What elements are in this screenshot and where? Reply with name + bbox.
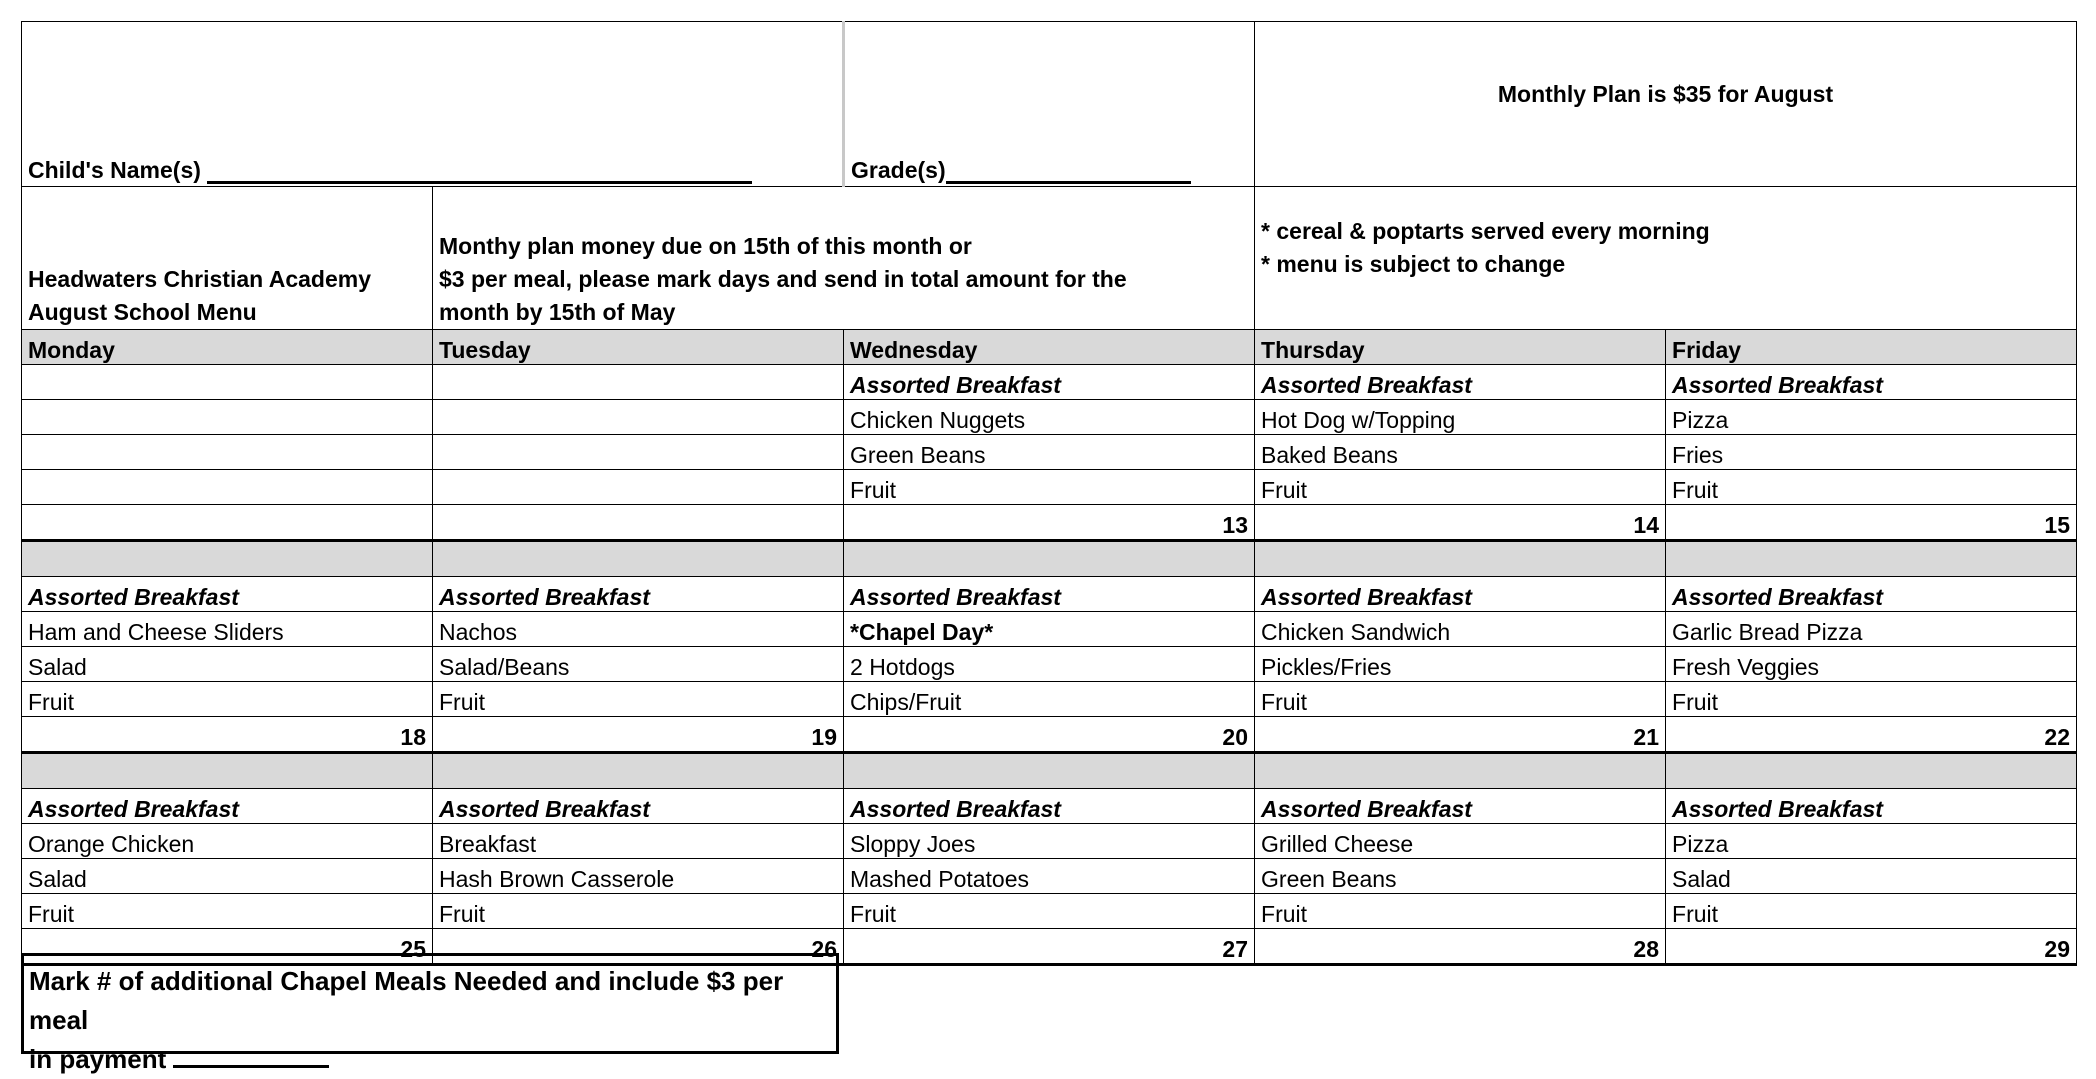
weeks-body [22,365,2077,965]
menu-item-cell: Grilled Cheese [1255,824,1666,859]
menu-item-cell: Fruit [433,894,844,929]
menu-item-cell: Fruit [22,894,433,929]
day-header: Monday [22,330,433,365]
menu-item-cell: Salad [1666,859,2077,894]
menu-item-cell: Salad [22,647,433,682]
grade-label: Grade(s) [851,157,946,183]
menu-row [22,682,2077,717]
date-cell[interactable]: 18 [22,717,433,753]
menu-item-cell: 2 Hotdogs [844,647,1255,682]
separator-cell [1666,753,2077,789]
menu-notes: * cereal & poptarts served every morning * menu is subject to change [1255,187,2077,330]
separator-cell [22,753,433,789]
day-header: Thursday [1255,330,1666,365]
menu-row [22,789,2077,824]
menu-item-cell: Fries [1666,435,2077,470]
monthly-plan-title: Monthly Plan is $35 for August [1255,22,2077,187]
menu-item-cell: Salad/Beans [433,647,844,682]
date-cell[interactable]: 13 [844,505,1255,541]
day-header: Wednesday [844,330,1255,365]
day-header: Tuesday [433,330,844,365]
menu-item-cell: Nachos [433,612,844,647]
menu-item-cell: Fruit [22,682,433,717]
menu-item-cell: Breakfast [433,824,844,859]
menu-item-cell [22,400,433,435]
breakfast-cell [433,365,844,400]
menu-item-cell: Hot Dog w/Topping [1255,400,1666,435]
date-cell[interactable]: 15 [1666,505,2077,541]
breakfast-cell: Assorted Breakfast [433,577,844,612]
separator-cell [1255,753,1666,789]
menu-row [22,612,2077,647]
menu-item-cell: Chicken Sandwich [1255,612,1666,647]
menu-row [22,859,2077,894]
date-cell[interactable]: 26 [433,929,844,965]
menu-row [22,894,2077,929]
menu-row [22,647,2077,682]
separator-cell [1666,541,2077,577]
child-name-blank[interactable] [207,177,752,184]
menu-item-cell [433,470,844,505]
separator-cell [433,753,844,789]
week-separator [22,753,2077,789]
chapel-meals-blank[interactable] [173,1043,329,1068]
menu-item-cell: Fruit [844,894,1255,929]
menu-item-cell: Orange Chicken [22,824,433,859]
payment-instructions: Monthy plan money due on 15th of this month or $3 per meal, please mark days and send in total amount for the month by 15th of May [433,187,1255,330]
breakfast-cell: Assorted Breakfast [1255,577,1666,612]
menu-row [22,824,2077,859]
separator-cell [433,541,844,577]
menu-row [22,470,2077,505]
grade-field[interactable] [844,22,1255,187]
breakfast-cell: Assorted Breakfast [1255,789,1666,824]
date-cell[interactable]: 21 [1255,717,1666,753]
menu-item-cell: Fruit [1666,470,2077,505]
menu-item-cell: Fruit [433,682,844,717]
menu-item-cell: Fruit [1255,894,1666,929]
breakfast-cell: Assorted Breakfast [22,577,433,612]
menu-item-cell [22,470,433,505]
menu-item-cell: Mashed Potatoes [844,859,1255,894]
breakfast-cell: Assorted Breakfast [1255,365,1666,400]
menu-item-cell: Fruit [1255,682,1666,717]
breakfast-cell: Assorted Breakfast [844,577,1255,612]
menu-row [22,435,2077,470]
menu-row [22,400,2077,435]
menu-item-cell: Salad [22,859,433,894]
grade-blank[interactable] [946,177,1191,184]
menu-item-cell: Green Beans [844,435,1255,470]
date-cell[interactable]: 14 [1255,505,1666,541]
breakfast-cell: Assorted Breakfast [22,789,433,824]
menu-item-cell [22,435,433,470]
date-cell[interactable]: 25 [22,929,433,965]
menu-item-cell: Chips/Fruit [844,682,1255,717]
menu-item-cell: Green Beans [1255,859,1666,894]
menu-row [22,577,2077,612]
breakfast-cell: Assorted Breakfast [844,789,1255,824]
date-row [22,505,2077,541]
menu-item-cell: Fruit [1255,470,1666,505]
menu-item-cell: Sloppy Joes [844,824,1255,859]
menu-item-cell: Fresh Veggies [1666,647,2077,682]
date-cell[interactable]: 22 [1666,717,2077,753]
menu-item-cell: Pizza [1666,824,2077,859]
menu-item-cell: Fruit [1666,894,2077,929]
separator-cell [844,753,1255,789]
separator-cell [22,541,433,577]
date-cell[interactable] [433,505,844,541]
day-header-row [22,330,2077,365]
menu-item-cell [433,400,844,435]
chapel-meals-text: Mark # of additional Chapel Meals Needed and include $3 per meal [29,966,784,1035]
school-title: Headwaters Christian Academy August School Menu [22,187,433,330]
separator-cell [844,541,1255,577]
date-cell[interactable]: 28 [1255,929,1666,965]
week-separator [22,541,2077,577]
breakfast-cell: Assorted Breakfast [844,365,1255,400]
day-header: Friday [1666,330,2077,365]
breakfast-cell: Assorted Breakfast [1666,789,2077,824]
menu-row [22,365,2077,400]
menu-item-cell: Chicken Nuggets [844,400,1255,435]
menu-item-cell: Garlic Bread Pizza [1666,612,2077,647]
date-cell[interactable]: 27 [844,929,1255,965]
child-name-label: Child's Name(s) [28,157,201,183]
menu-item-cell: Hash Brown Casserole [433,859,844,894]
breakfast-cell: Assorted Breakfast [1666,577,2077,612]
menu-item-cell: Fruit [844,470,1255,505]
date-cell[interactable]: 19 [433,717,844,753]
child-name-field[interactable] [22,22,844,187]
menu-item-cell: Pizza [1666,400,2077,435]
menu-item-cell: Fruit [1666,682,2077,717]
breakfast-cell: Assorted Breakfast [433,789,844,824]
date-cell[interactable]: 20 [844,717,1255,753]
date-row [22,717,2077,753]
chapel-meals-box [21,953,839,1074]
separator-cell [1255,541,1666,577]
menu-table [21,21,2077,966]
menu-item-cell: Ham and Cheese Sliders [22,612,433,647]
breakfast-cell: Assorted Breakfast [1666,365,2077,400]
date-cell[interactable]: 29 [1666,929,2077,965]
menu-item-cell: Baked Beans [1255,435,1666,470]
menu-item-cell: Pickles/Fries [1255,647,1666,682]
menu-sheet [21,21,2077,966]
breakfast-cell [22,365,433,400]
menu-item-cell: *Chapel Day* [844,612,1255,647]
date-cell[interactable] [22,505,433,541]
menu-item-cell [433,435,844,470]
chapel-meals-text-2: in payment [29,1044,167,1074]
